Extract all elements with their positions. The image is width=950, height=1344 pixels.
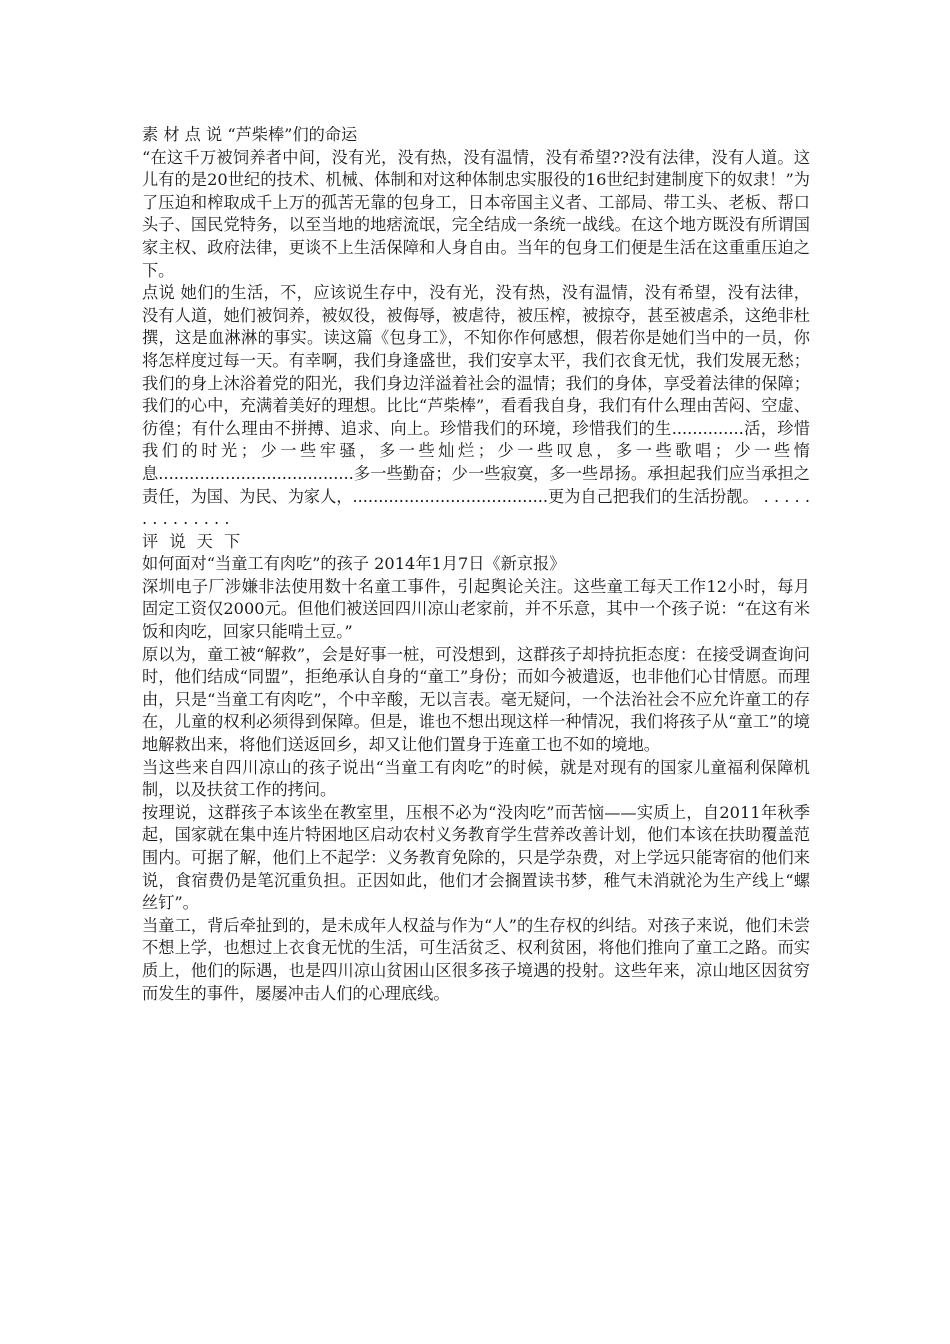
article-title: 如何面对“当童工有肉吃”的孩子 2014年1月7日《新京报》 <box>142 554 566 574</box>
article-paragraph-2: 原以为，童工被“解救”，会是好事一桩，可没想到，这群孩子却持抗拒态度：在接受调查询问时，他们结成“同盟”，拒绝承认自身的“童工”身份；而如今被遣返，也非他们心甘情愿。而理由，只是“当童工有肉吃”，个中辛酸，无以言表。毫无疑问，一个法治社会不应允许童工的存在，儿童的权利必须得到保障。但是，谁也不想出现这样一种情况，我们将孩子从“童工”的境地解救出来，将他们送返回乡，却又让他们置身于连童工也不如的境地。 <box>142 644 810 755</box>
section-heading-material: 素 材 点 说 “芦柴棒”们的命运 <box>142 125 358 144</box>
article-paragraph-5: 当童工，背后牵扯到的，是未成年人权益与作为“人”的生存权的纠结。对孩子来说，他们未尝不想上学，也想过上衣食无忧的生活，可生活贫乏、权利贫困，将他们推向了童工之路。而实质上，他们的际遇，也是四川凉山贫困山区很多孩子境遇的投射。这些年来，凉山地区因贫穷而发生的事件，屡屡冲击人们的心理底线。 <box>142 915 810 1003</box>
article-paragraph-3: 当这些来自四川凉山的孩子说出“当童工有肉吃”的时候，就是对现有的国家儿童福利保障机制，以及扶贫工作的拷问。 <box>142 757 810 800</box>
quote-paragraph: “在这千万被饲养者中间，没有光，没有热，没有温情，没有希望??没有法律，没有人道。这儿有的是20世纪的技术、机械、体制和对这种体制忠实服役的16世纪封建制度下的奴隶！”为了压迫和榨取成千上万的孤苦无靠的包身工，日本帝国主义者、工部局、带工头、老板、帮口头子、国民党特务，以至当地的地痞流氓，完全结成一条统一战线。在这个地方既没有所谓国家主权、政府法律，更谈不上生活保障和人身自由。当年的包身工们便是生活在这重重压迫之下。 <box>142 147 810 280</box>
article-paragraph-1: 深圳电子厂涉嫌非法使用数十名童工事件，引起舆论关注。这些童工每天工作12小时，每月固定工资仅2000元。但他们被送回四川凉山老家前，并不乐意，其中一个孩子说：“在这有米饭和肉吃，回家只能啃土豆。” <box>142 576 810 642</box>
commentary-paragraph: 点说 她们的生活，不，应该说生存中，没有光，没有热，没有温情，没有希望，没有法律，没有人道，她们被饲养，被奴役，被侮辱，被虐待，被压榨，被掠夺，甚至被虐杀，这绝非杜撰，这是血淋淋的事实。读这篇《包身工》，不知你作何感想，假若你是她们当中的一员，你将怎样度过每一天。有幸啊，我们身逢盛世，我们安享太平，我们衣食无忧，我们发展无愁；我们的身上沐浴着党的阳光，我们身边洋溢着社会的温情；我们的身体，享受着法律的保障；我们的心中，充满着美好的理想。比比“芦柴棒”，看看我自身，我们有什么理由苦闷、空虚、彷徨；有什么理由不拼搏、追求、向上。珍惜我们的环境，珍惜我们的生..............活，珍惜我们的时光；少一些牢骚，多一些灿烂；少一些叹息，多一些歌唱；少一些惰息......................................多一些勤奋；少一些寂寞，多一些昂扬。承担起我们应当承担之责任，为国、为民、为家人，......................................更为自己把我们的生活扮靓。 . . . . . . . . . . . . . . <box>142 283 810 529</box>
section-heading-commentary: 评 说 天 下 <box>142 531 244 551</box>
article-paragraph-4: 按理说，这群孩子本该坐在教室里，压根不必为“没肉吃”而苦恼——实质上，自2011年秋季起，国家就在集中连片特困地区启动农村义务教育学生营养改善计划，他们本该在扶助覆盖范围内。可据了解，他们上不起学：义务教育免除的，只是学杂费，对上学远只能寄宿的他们来说，食宿费仍是笔沉重负担。正因如此，他们才会搁置读书梦，稚气未消就沦为生产线上“螺丝钉”。 <box>142 802 810 913</box>
document-page <box>142 124 810 1005</box>
